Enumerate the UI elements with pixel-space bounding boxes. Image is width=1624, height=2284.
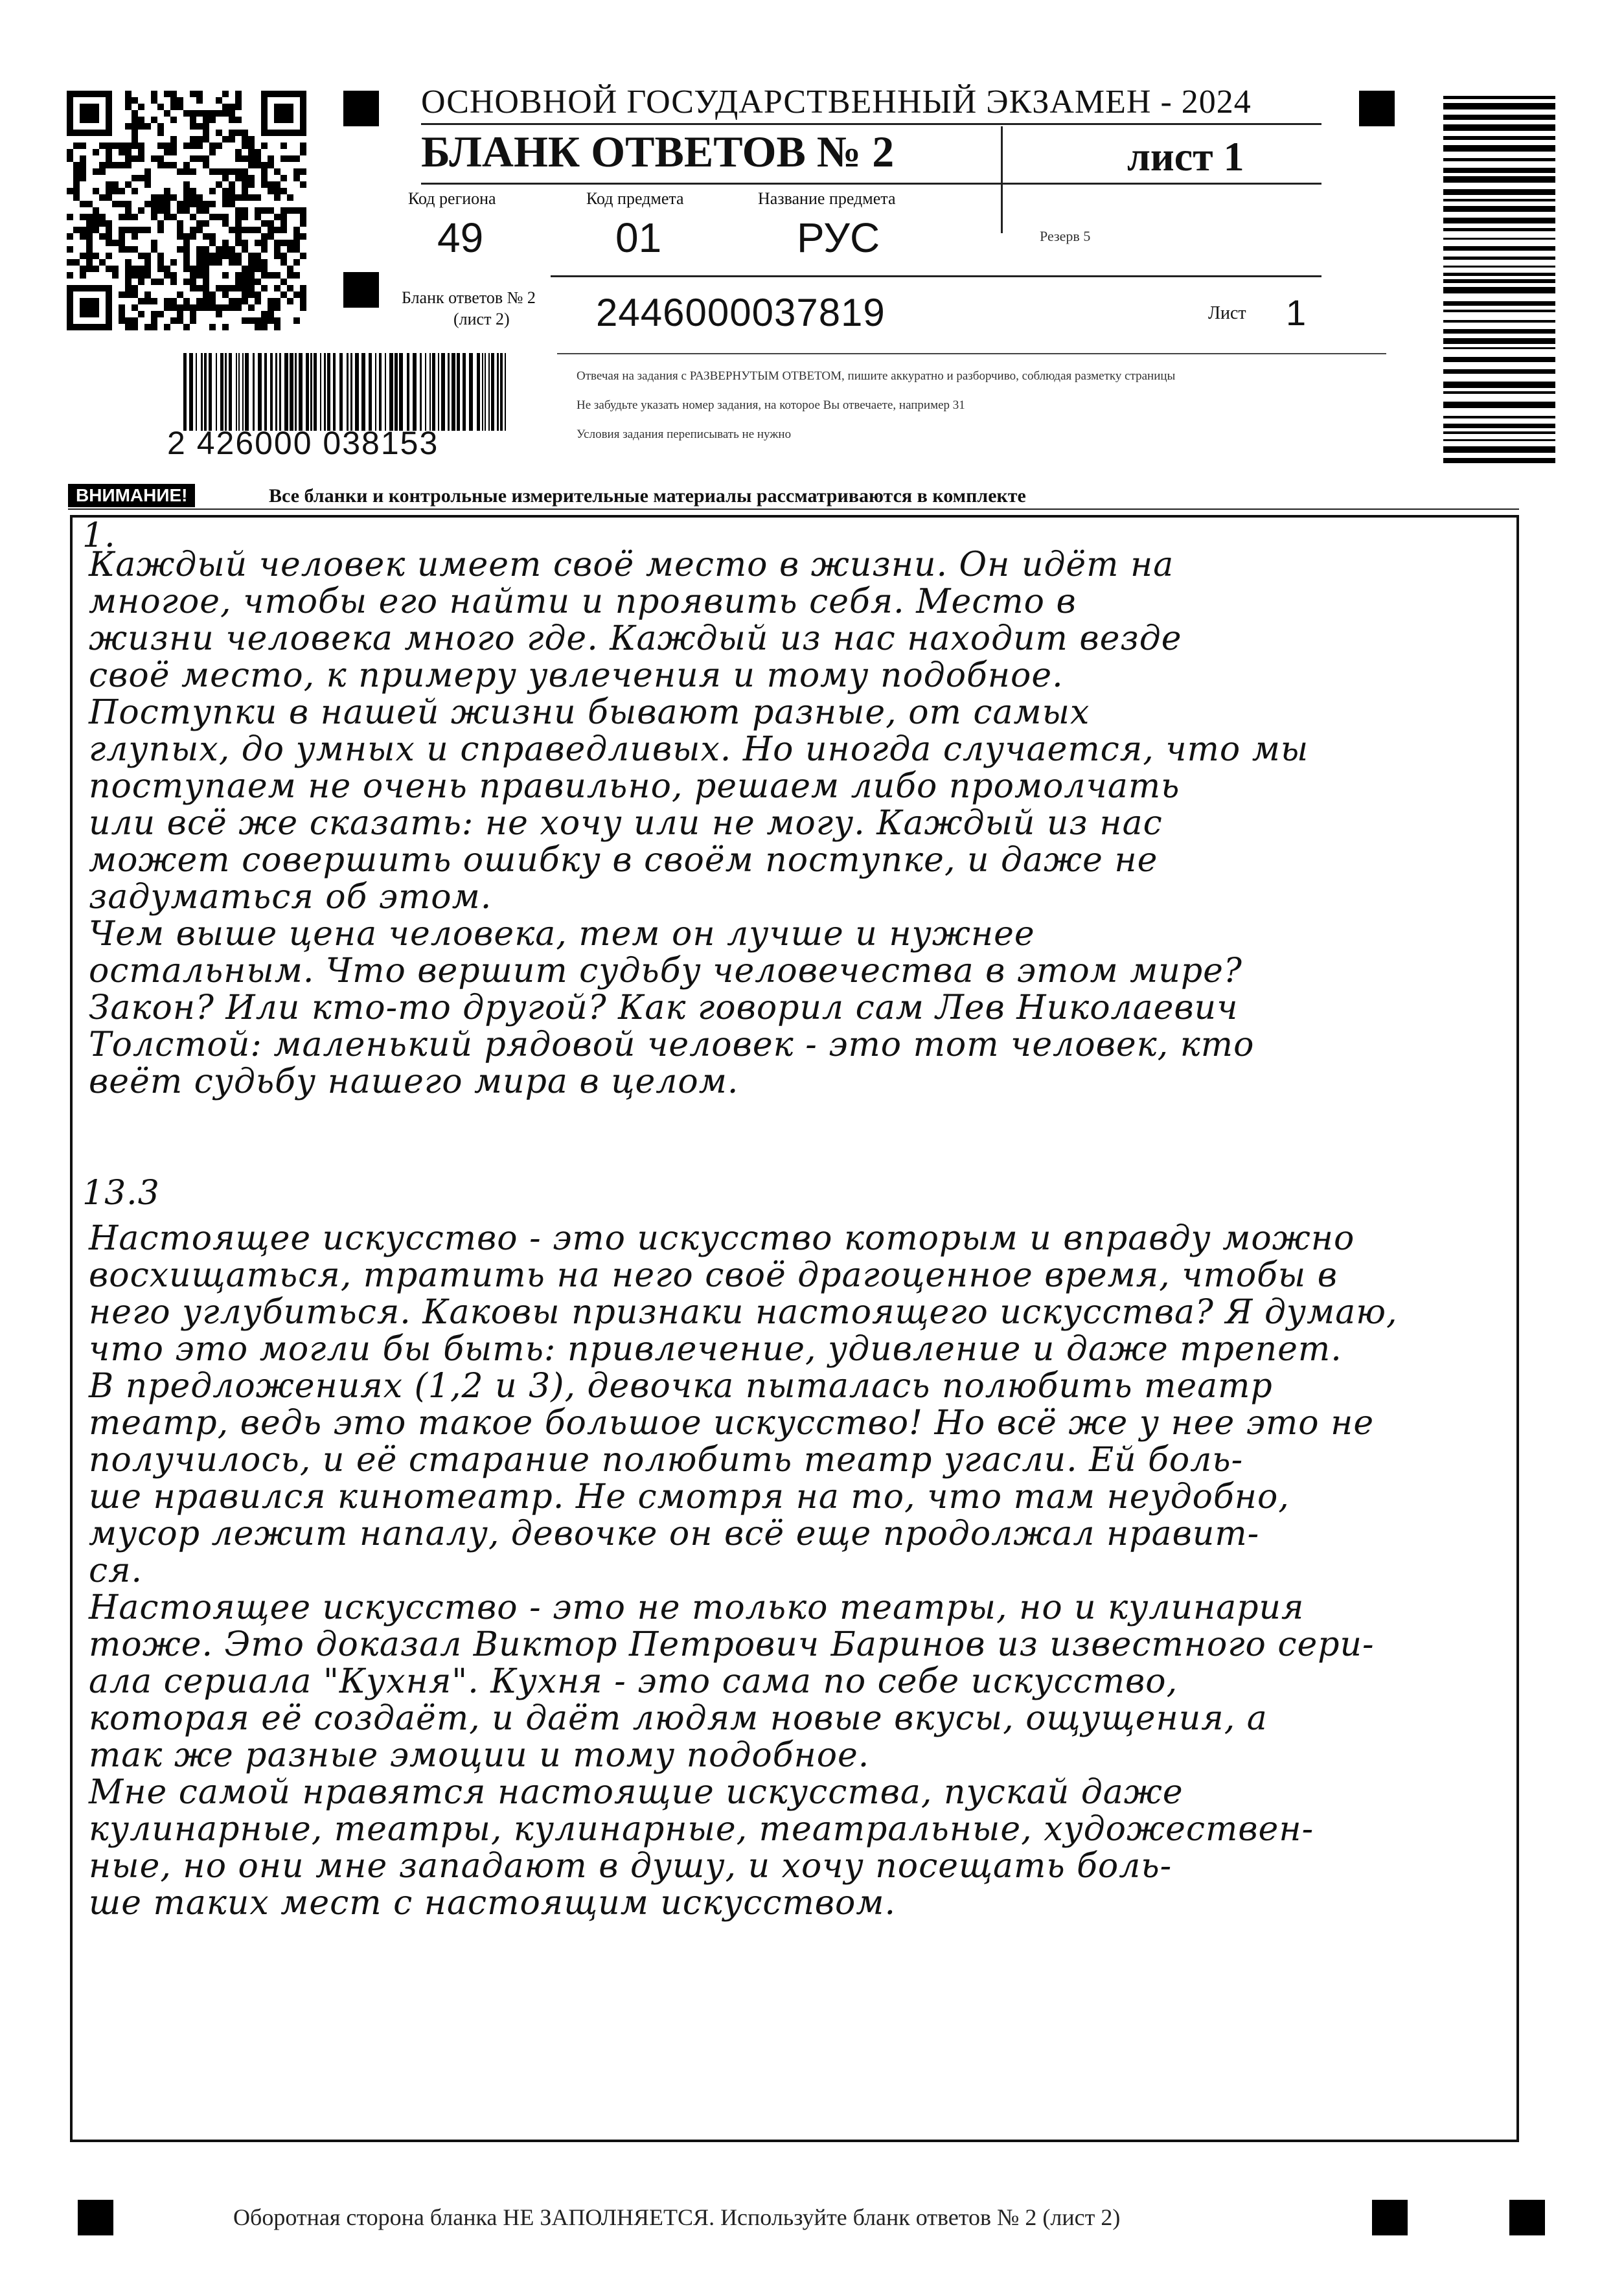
qr-code xyxy=(67,91,306,330)
sheet-number-label: Лист xyxy=(1208,303,1246,323)
title-divider xyxy=(1001,126,1003,233)
region-code-label: Код региона xyxy=(408,189,496,208)
task2-number: 13.3 xyxy=(82,1174,160,1213)
registration-mark-mid-left xyxy=(343,272,379,308)
registration-mark-bottom-mid xyxy=(1372,2200,1408,2235)
subject-code-label: Код предмета xyxy=(586,189,684,208)
exam-title-underline xyxy=(421,123,1321,125)
form-number: 2446000037819 xyxy=(596,291,886,334)
task1-number: 1. xyxy=(82,516,116,555)
task2-answer: Настоящее искусство - это искусство которым и вправду можно восхищаться, тратить на него своё драгоценное время, чтобы в него углубиться. Каковы признаки настоящего искусства? Я думаю, что это могли бы быть: привлечение, удивление и даже трепет. В предложениях (1,2 и 3), девочка пыталась полюбить театр театр, ведь это такое большое искусство! Но всё же у нее это не получилось, и её старание полюбить театр угасли. Ей боль- ше нравился кинотеатр. Не смотря на то, что там неудобно, мусор лежит напалу, девочке он всё еще продолжал нравит- ся. Настоящее искусство - это не только театры, но и кулинария тоже. Это доказал Виктор Петрович Баринов из известного сери- ала сериала "Кухня". Кухня - это сама по себе искусство, которая её создаёт, и даёт людям новые вкусы, ощущения, а так же разные эмоции и тому подобное. Мне самой нравятся настоящие искусства, пускай даже кулинарные, театры, кулинарные, театральные, художествен- ные, но они мне западают в душу, и хочу посещать боль- ше таких мест с настоящим искусством. xyxy=(89,1219,1398,1923)
notice-badge: ВНИМАНИЕ! xyxy=(68,484,195,507)
task1-answer: Каждый человек имеет своё место в жизни. Он идёт на многое, чтобы его найти и проявить себя. Место в жизни человека много где. Каждый из нас находит везде своё место, к примеру увлечения и тому подобное. Поступки в нашей жизни бывают разные, от самых глупых, до умных и справедливых. Но иногда случается, что мы поступаем не очень правильно, решаем либо промолчать или всё же сказать: не хочу или не могу. Каждый из нас может совершить ошибку в своём поступке, и даже не задуматься об этом. Чем выше цена человека, тем он лучше и нужнее остальным. Что вершит судьбу человечества в этом мире? Закон? Или кто-то другой? Как говорил сам Лев Николаевич Толстой: маленький рядовой человек - это тот человек, кто веёт судьбу нашего мира в целом. xyxy=(89,545,1309,1101)
instruction-1: Отвечая на задания с РАЗВЕРНУТЫМ ОТВЕТОМ, пишите аккуратно и разборчиво, соблюдая разметку страницы xyxy=(577,369,1176,383)
subject-name-label: Название предмета xyxy=(758,189,896,208)
subject-name-value: РУС xyxy=(797,214,880,261)
instruction-3: Условия задания переписывать не нужно xyxy=(577,428,792,441)
instruction-separator xyxy=(557,353,1386,354)
sheet-label: лист 1 xyxy=(1127,133,1244,179)
title-bottom-line xyxy=(421,183,1321,185)
registration-mark-top-right xyxy=(1359,91,1395,126)
exam-title: ОСНОВНОЙ ГОСУДАРСТВЕННЫЙ ЭКЗАМЕН - 2024 xyxy=(421,84,1252,120)
footer-note: Оборотная сторона бланка НЕ ЗАПОЛНЯЕТСЯ. Используйте бланк ответов № 2 (лист 2) xyxy=(233,2204,1121,2230)
registration-mark-bottom-right xyxy=(1509,2200,1545,2235)
side-bar-marker xyxy=(1443,96,1555,465)
notice-text: Все бланки и контрольные измерительные материалы рассматриваются в комплекте xyxy=(269,485,1026,507)
reserve-label: Резерв 5 xyxy=(1040,228,1091,244)
registration-mark-top-left xyxy=(343,91,379,126)
region-code-value: 49 xyxy=(437,214,484,261)
form-ref-line2: (лист 2) xyxy=(453,310,510,328)
notice-bar xyxy=(68,484,1519,510)
form-ref-line1: Бланк ответов № 2 xyxy=(402,288,536,307)
answer-area xyxy=(70,515,1519,2142)
subject-code-value: 01 xyxy=(615,214,662,261)
barcode xyxy=(183,353,510,431)
sheet-number-value: 1 xyxy=(1286,292,1307,333)
instruction-2: Не забудьте указать номер задания, на которое Вы отвечаете, например 31 xyxy=(577,398,965,412)
header-code-line xyxy=(551,275,1321,277)
form-title: БЛАНК ОТВЕТОВ № 2 xyxy=(421,127,895,176)
registration-mark-bottom-left xyxy=(78,2200,113,2235)
barcode-number: 2 426000 038153 xyxy=(167,425,439,461)
